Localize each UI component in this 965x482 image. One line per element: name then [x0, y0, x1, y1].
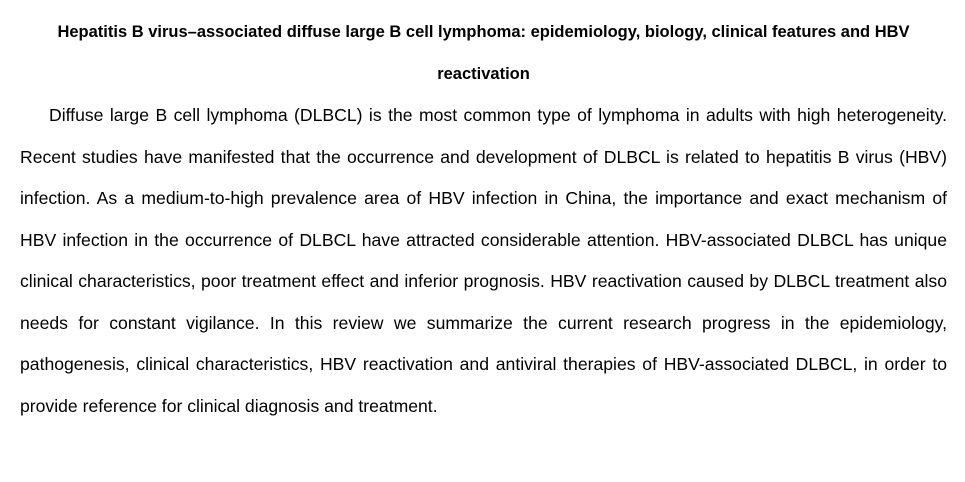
- abstract-paragraph: Diffuse large B cell lymphoma (DLBCL) is the most common type of lymphoma in adults with high heterogeneity. Recent studies have manifested that the occurrence and development of DLBCL is related to hepatitis B virus (HBV) infection. As a medium-to-high prevalence area of HBV infection in China, the importance and exact mechanism of HBV infection in the occurrence of DLBCL have attracted considerable attention. HBV-associated DLBCL has unique clinical characteristics, poor treatment effect and inferior prognosis. HBV reactivation caused by DLBCL treatment also needs for constant vigilance. In this review we summarize the current research progress in the epidemiology, pathogenesis, clinical characteristics, HBV reactivation and antiviral therapies of HBV-associated DLBCL, in order to provide reference for clinical diagnosis and treatment.: [20, 105, 947, 416]
- document-page: [20, 12, 947, 427]
- document-title: Hepatitis B virus–associated diffuse large B cell lymphoma: epidemiology, biology, clinical features and HBV reactivation: [57, 23, 910, 83]
